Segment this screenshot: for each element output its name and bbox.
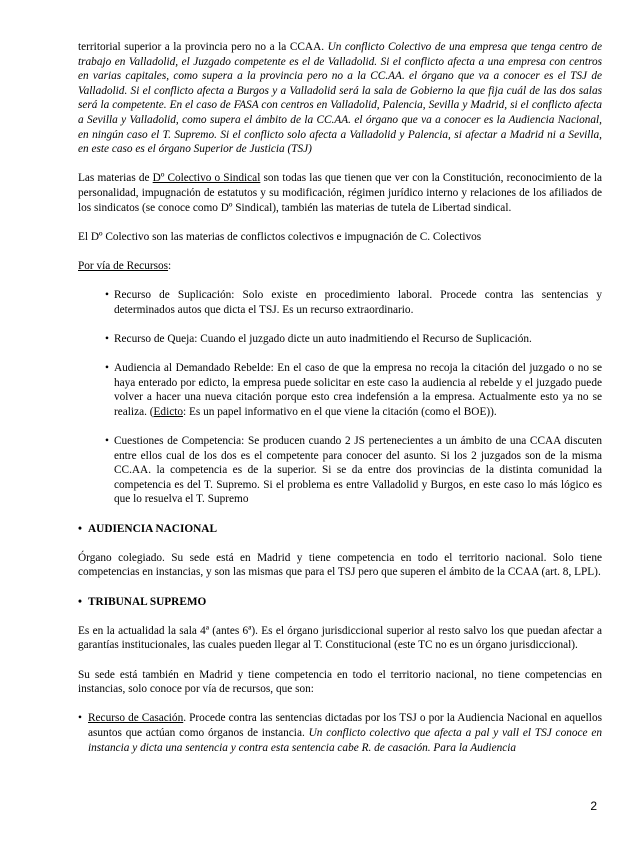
underlined-term: Recurso de Casación — [88, 712, 184, 725]
list-item-casacion — [78, 711, 602, 755]
page-content — [78, 40, 602, 755]
example-italic-text: Un conflicto colectivo que afecta a pal y vall el TSJ conoce en instancia y dicta una sentencia y contra esta sentencia cabe R. de casación. Para la Audiencia — [88, 726, 603, 754]
recursos-list — [78, 288, 602, 507]
section-heading-label: AUDIENCIA NACIONAL — [88, 522, 217, 535]
paragraph-text: Las materias de — [78, 172, 153, 185]
bullet: • — [78, 595, 82, 608]
recursos-heading-colon: : — [168, 259, 172, 272]
list-item-queja: • Recurso de Queja: Cuando el juzgado dicte un auto inadmitiendo el Recurso de Suplicación. — [106, 332, 602, 347]
list-item-cuestiones-competencia: • Cuestiones de Competencia: Se producen cuando 2 JS pertenecientes a un ámbito de una CCAA discuten entre ellos cual de los dos es el competente para conocer del asunto. Si los 2 juzgados son de la misma CC.AA. la competencia es de la superior. Si se da entre dos provincias de la distinta comunidad la competencia es del T. Supremo. Si el problema es entre Valladolid y Burgos, en este caso lo más lógico es que lo resuelva el T. Supremo — [106, 434, 602, 507]
paragraph-tribunal-supremo-sede: Su sede está también en Madrid y tiene competencia en todo el territorio nacional, no tiene competencias en instancias, solo conoce por vía de recursos, que son: — [78, 668, 602, 696]
paragraph-materias: El Dº Colectivo son las materias de conflictos colectivos e impugnación de C. Colectivos — [78, 230, 482, 243]
section-heading-label: TRIBUNAL SUPREMO — [88, 595, 207, 608]
list-item-suplicacion: • Recurso de Suplicación: Solo existe en procedimiento laboral. Procede contra las sentencias y determinados autos que dicta el TSJ. Es un recurso extraordinario. — [106, 288, 602, 317]
underlined-term: Edicto — [153, 405, 184, 418]
casacion-list — [78, 711, 602, 755]
paragraph-audiencia-nacional: Órgano colegiado. Su sede está en Madrid y tiene competencia en todo el territorio nacional. Solo tiene competencias en instancias, y son las mismas que para el TSJ pero que superen el ámbito de la CCAA (art. 8, LPL). — [78, 551, 602, 579]
paragraph-tribunal-supremo-sala: Es en la actualidad la sala 4ª (antes 6ª). Es el órgano jurisdiccional superior al resto salvo los que puedan afectar a garantías institucionales, las cuales pueden llegar al T. Constitucional (este TC no es un órgano jurisdiccional). — [78, 624, 602, 652]
section-heading-audiencia-nacional — [78, 522, 602, 537]
section-heading-tribunal-supremo — [78, 595, 602, 610]
recursos-heading-label: Por vía de Recursos — [78, 259, 169, 272]
page-number: 2 — [590, 799, 597, 813]
example-italic-text: Un conflicto Colectivo de una empresa que tenga centro de trabajo en Valladolid, el Juzgado competente es el de Valladolid. Si el conflicto afecta a una empresa con centros en varias capitales, como supera a la provincia pero no a la CC.AA. el órgano que va a conocer es el TSJ de Valladolid. Si el conflicto afecta a Burgos y a Valladolid será la sala de Gobierno la que fija cuál de las dos salas será la competente. En el caso de FASA con centros en Valladolid, Palencia, Sevilla y Madrid, si el conflicto afecta a Sevilla y Valladolid, como supera el ámbito de la CC.AA. el órgano que va a conocer es la Audiencia Nacional, en ningún caso el T. Supremo. Si el conflicto solo afecta a Valladolid y Palencia, si afectar a Madrid ni a Sevilla, en este caso es el órgano Superior de Justicia (TSJ) — [78, 41, 602, 156]
paragraph-derecho-colectivo — [78, 171, 602, 215]
recursos-heading — [78, 259, 602, 274]
underlined-term: Dº Colectivo o Sindical — [152, 172, 261, 185]
paragraph-conflicto-colectivo — [78, 40, 602, 157]
list-item-text: Audiencia al Demandado Rebelde: En el caso de que la empresa no recoja la citación del juzgado o no se haya enterado por edicto, la empresa puede solicitar en este caso la audiencia al rebelde y el juzgado puede volver a hacer una nueva citación porque esto crea indefensión a la empresa. Actualmente esto ya no se realiza. ( — [114, 362, 602, 418]
paragraph-text: territorial superior a la provincia pero no a la CCAA. — [78, 41, 328, 53]
list-item-text: . Procede contra las sentencias dictadas por los TSJ o por la Audiencia Nacional en aquellos asuntos que actúan como órganos de instancia. — [88, 712, 602, 739]
paragraph-text: son todas las que tienen que ver con la Constitución, reconocimiento de la personalidad, impugnación de estatutos y su modificación, régimen jurídico interno y relaciones de los afiliados de los sindicatos (se conoce como Dº Sindical), también las materias de tutela de Libertad sindical. — [78, 172, 602, 214]
list-item-text: : Es un papel informativo en el que viene la citación (como el BOE)). — [183, 405, 497, 418]
bullet: • — [78, 522, 82, 535]
list-item-demandado-rebelde — [106, 361, 602, 419]
